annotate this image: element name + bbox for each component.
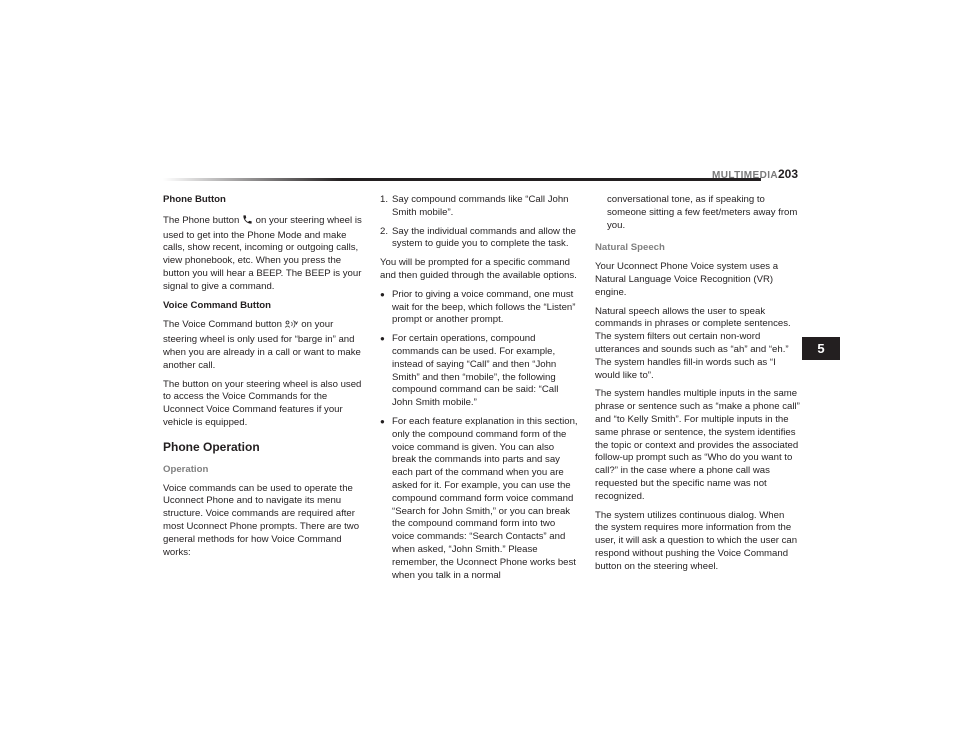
vc-text-b: on your steering wheel is only used for “barge in” and when you are already in a call or want to make another call. (163, 319, 361, 371)
phone-button-heading: Phone Button (163, 194, 226, 205)
natural-speech-heading: Natural Speech (595, 242, 665, 254)
bullet-continuation: conversational tone, as if speaking to someone sitting a few feet/meters away from you. (607, 194, 798, 231)
bullet-icon: ● (380, 289, 385, 299)
natural-speech-paragraph-4: The system utilizes continuous dialog. When the system requires more information from the user, it will ask a question to which the user can respond without pushing the Voice Command button on the steering wheel. (595, 509, 798, 572)
voice-command-paragraph-2: The button on your steering wheel is also used to access the Voice Commands for the Uconnect Voice Command features if your vehicle is equipped. (163, 378, 362, 428)
prompt-paragraph: You will be prompted for a specific command and then guided through the available options. (380, 257, 577, 281)
bullet-item (380, 289, 580, 327)
operation-heading: Operation (163, 463, 209, 475)
item-text: Say compound commands like “Call John Smith mobile”. (392, 194, 569, 218)
phone-button-paragraph (163, 214, 369, 294)
voice-command-heading: Voice Command Button (163, 299, 272, 311)
item-text: Say the individual commands and allow the system to guide you to complete the task. (392, 225, 576, 250)
column-3 (595, 194, 800, 580)
bullet-text: Prior to giving a voice command, one must wait for the beep, which follows the “Listen” prompt or another prompt. (392, 288, 576, 326)
column-2 (380, 194, 580, 588)
voice-command-paragraph-1 (163, 319, 369, 372)
phone-operation-heading: Phone Operation (163, 439, 260, 454)
bullet-item (380, 416, 580, 582)
bullet-icon: ● (380, 334, 385, 344)
item-number: 1. (380, 194, 389, 205)
phone-icon (242, 214, 253, 230)
bullet-icon: ● (380, 416, 385, 426)
bullet-text: For certain operations, compound commands can be used. For example, instead of saying “Call” and then “John Smith” and then “mobile”, the following compound command can be said: “Call John Smith mobile.” (392, 333, 559, 409)
numbered-item (380, 194, 580, 220)
column-1 (163, 194, 369, 565)
chapter-tab: 5 (802, 337, 840, 360)
item-number: 2. (380, 225, 389, 237)
voice-command-icon (285, 319, 299, 334)
phone-button-text-b: on your steering wheel is used to get into the Phone Mode and make calls, show recent, incoming or outgoing calls, view phonebook, etc. When you press the button you will hear a BEEP. The BEEP is your signal to give a command. (163, 214, 362, 292)
natural-speech-paragraph-2: Natural speech allows the user to speak commands in phrases or complete sentences. The system filters out certain non-word utterances and sounds such as “ah” and “eh.” The system handles fill-in words such as “I would like to”. (595, 305, 791, 381)
natural-speech-paragraph-3: The system handles multiple inputs in the same phrase or sentence such as “make a phone call” and “to Kelly Smith”. For multiple inputs in the same phrase or sentence, the system identifies the topic or context and provides the associated follow-up prompt such as “Who do you want to call?” in the case where a phone call was requested but the specific name was not recognized. (595, 388, 800, 502)
vc-text-a: The Voice Command button (163, 319, 282, 331)
page-number: 203 (778, 167, 799, 181)
bullet-text: For each feature explanation in this section, only the compound command form of the voice command is given. You can also break the commands into parts and say each part of the command when you are asked for it. For example, you can use the compound command form voice command “Search for John Smith,” or you can break the compound command form into two voice commands: “Search Contacts” and when asked, “John Smith.” Please remember, the Uconnect Phone works best when you talk in a normal (392, 415, 578, 581)
phone-button-text-a: The Phone button (163, 214, 240, 226)
bullet-item (380, 333, 580, 410)
operation-paragraph: Voice commands can be used to operate the Uconnect Phone and to navigate its menu structure. Voice commands are required after most Uconnect Phone prompts. There are two general methods for how Voice Command works: (163, 482, 360, 558)
header-rule (163, 178, 761, 181)
natural-speech-paragraph-1: Your Uconnect Phone Voice system uses a Natural Language Voice Recognition (VR) engine. (595, 261, 779, 298)
section-name: MULTIMEDIA (712, 170, 779, 181)
numbered-item (380, 226, 580, 252)
